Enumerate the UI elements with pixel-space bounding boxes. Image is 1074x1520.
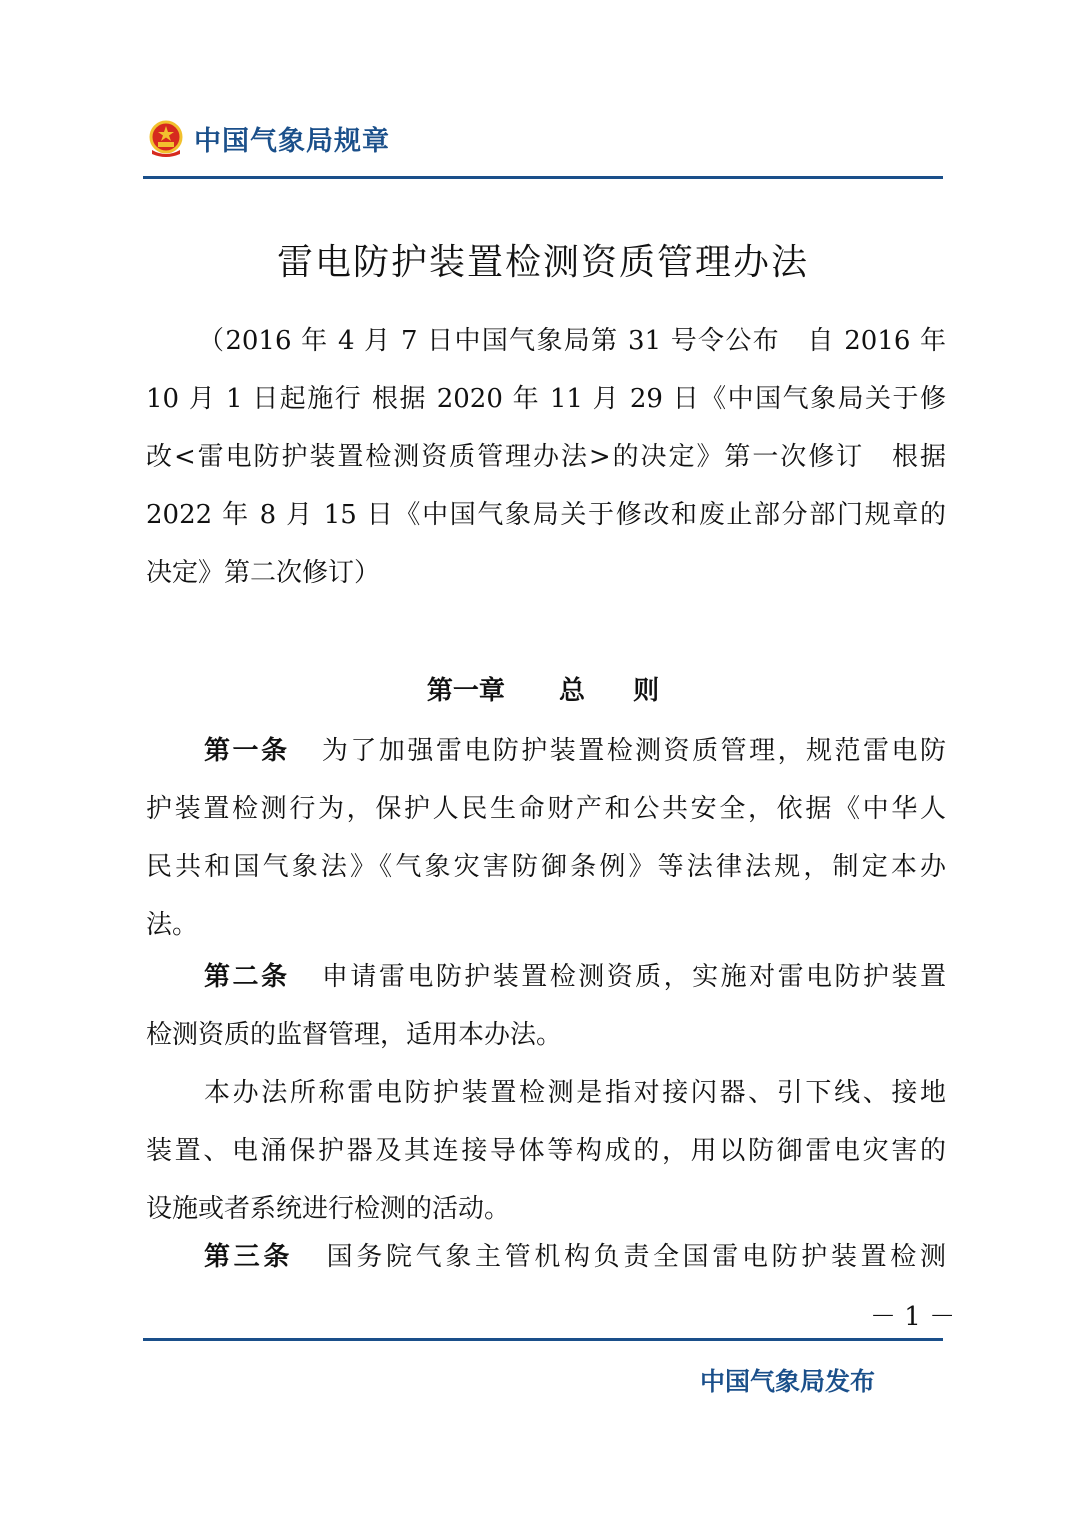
article-2 — [146, 948, 946, 1238]
article-3 — [146, 1228, 946, 1286]
page-header — [146, 112, 390, 164]
preamble-line: 改<雷电防护装置检测资质管理办法>的决定》第一次修订 根据 — [146, 442, 946, 472]
article-1-line: 为了加强雷电防护装置检测资质管理，规范雷电防 — [319, 736, 946, 766]
chapter-label: 第一章 — [426, 676, 505, 706]
article-2-line: 检测资质的监督管理，适用本办法。 — [146, 1020, 563, 1050]
header-rule — [143, 176, 943, 179]
article-2-label: 第二条 — [204, 962, 290, 992]
chapter-name-1: 总 — [558, 676, 585, 706]
preamble-line: （2016 年 4 月 7 日中国气象局第 31 号令公布 自 2016 年 — [198, 326, 946, 356]
article-1-label: 第一条 — [204, 736, 290, 766]
chapter-heading — [143, 670, 943, 707]
document-title: 雷电防护装置检测资质管理办法 — [276, 242, 809, 283]
article-2-line: 申请雷电防护装置检测资质，实施对雷电防护装置 — [319, 962, 946, 992]
article-1-line: 护装置检测行为，保护人民生命财产和公共安全，依据《中华人 — [146, 794, 946, 824]
article-1 — [146, 722, 946, 954]
page-number: － 1 － — [870, 1302, 956, 1332]
preamble — [146, 312, 946, 602]
footer-rule — [143, 1338, 943, 1341]
footer-publisher: 中国气象局发布 — [700, 1367, 876, 1396]
preamble-line: 10 月 1 日起施行 根据 2020 年 11 月 29 日《中国气象局关于修 — [146, 384, 946, 414]
chapter-name-2: 则 — [633, 676, 660, 706]
header-title: 中国气象局规章 — [194, 125, 390, 157]
preamble-line: 决定》第二次修订） — [146, 558, 381, 588]
article-2-para2-line: 设施或者系统进行检测的活动。 — [146, 1194, 511, 1224]
preamble-line: 2022 年 8 月 15 日《中国气象局关于修改和废止部分部门规章的 — [146, 500, 946, 530]
article-1-line: 民共和国气象法》《气象灾害防御条例》等法律法规，制定本办 — [146, 852, 946, 882]
article-2-para2-line: 本办法所称雷电防护装置检测是指对接闪器、引下线、接地 — [204, 1078, 946, 1108]
article-1-line: 法。 — [146, 910, 199, 940]
national-emblem-icon — [146, 118, 186, 158]
article-3-label: 第三条 — [204, 1242, 293, 1272]
article-2-para2-line: 装置、电涌保护器及其连接导体等构成的，用以防御雷电灾害的 — [146, 1136, 946, 1166]
article-3-line: 国务院气象主管机构负责全国雷电防护装置检测 — [323, 1242, 946, 1272]
